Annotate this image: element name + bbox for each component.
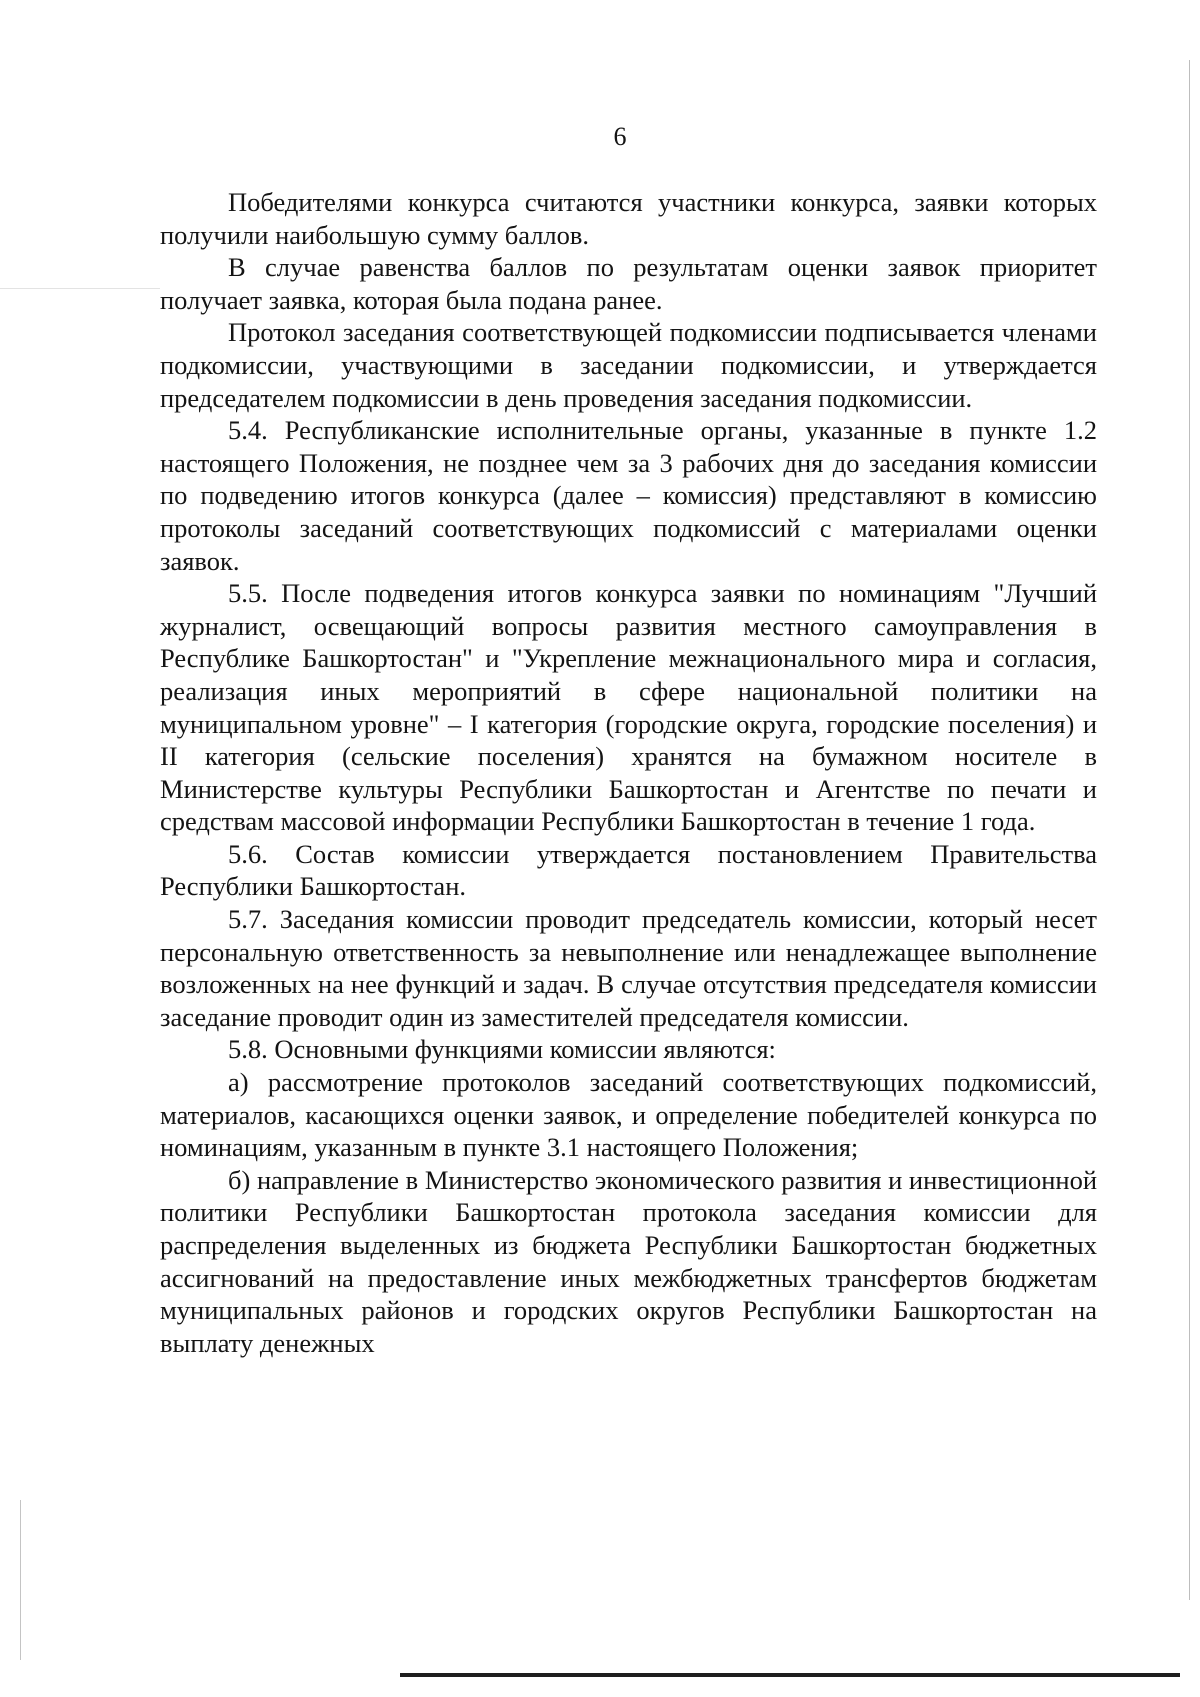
paragraph: б) направление в Министерство экономического развития и инвестиционной политики Республики Башкортостан протокола заседания комиссии для распределения выделенных из бюджета Республики Башкортостан бюджетных ассигнований на предоставление иных межбюджетных трансфертов бюджетам муниципальных районов и городских округов Республики Башкортостан на выплату денежных bbox=[160, 1164, 1097, 1358]
paragraph: 5.6. Состав комиссии утверждается постановлением Правительства Республики Башкортостан. bbox=[160, 838, 1097, 902]
scan-bottom-bar bbox=[400, 1673, 1180, 1677]
paragraph: В случае равенства баллов по результатам оценки заявок приоритет получает заявка, которая была подана ранее. bbox=[160, 252, 1097, 315]
paragraph: 5.4. Республиканские исполнительные органы, указанные в пункте 1.2 настоящего Положения, не позднее чем за 3 рабочих дня до заседания комиссии по подведению итогов конкурса (далее – комиссия) представляют в комиссию протоколы заседаний соответствующих подкомиссий с материалами оценки заявок. bbox=[160, 415, 1097, 576]
paragraph: 5.5. После подведения итогов конкурса заявки по номинациям "Лучший журналист, освещающий вопросы развития местного самоуправления в Республике Башкортостан" и "Укрепление межнационального мира и согласия, реализация иных мероприятий в сфере национальной политики на муниципальном уровне" – I категория (городские округа, городские поселения) и II категория (сельские поселения) хранятся на бумажном носителе в Министерстве культуры Республики Башкортостан и Агентстве по печати и средствам массовой информации Республики Башкортостан в течение 1 года. bbox=[160, 578, 1097, 837]
scan-edge-right bbox=[1189, 60, 1190, 1600]
paragraph: 5.7. Заседания комиссии проводит председатель комиссии, который несет персональную ответственность за невыполнение или ненадлежащее выполнение возложенных на нее функций и задач. В случае отсутствия председателя комиссии заседание проводит один из заместителей председателя комиссии. bbox=[160, 904, 1097, 1032]
paragraph: 5.8. Основными функциями комиссии являются: bbox=[228, 1034, 776, 1065]
scan-edge-left bbox=[20, 1500, 21, 1660]
paragraph: Протокол заседания соответствующей подкомиссии подписывается членами подкомиссии, участвующими в заседании подкомиссии, и утверждается председателем подкомиссии в день проведения заседания подкомиссии. bbox=[160, 317, 1097, 413]
document-body bbox=[160, 186, 1097, 1359]
paragraph: а) рассмотрение протоколов заседаний соответствующих подкомиссий, материалов, касающихся оценки заявок, и определение победителей конкурса по номинациям, указанным в пункте 3.1 настоящего Положения; bbox=[160, 1067, 1097, 1163]
scan-artifact bbox=[0, 288, 160, 289]
page-number: 6 bbox=[613, 122, 627, 151]
paragraph: Победителями конкурса считаются участники конкурса, заявки которых получили наибольшую сумму баллов. bbox=[160, 187, 1097, 250]
